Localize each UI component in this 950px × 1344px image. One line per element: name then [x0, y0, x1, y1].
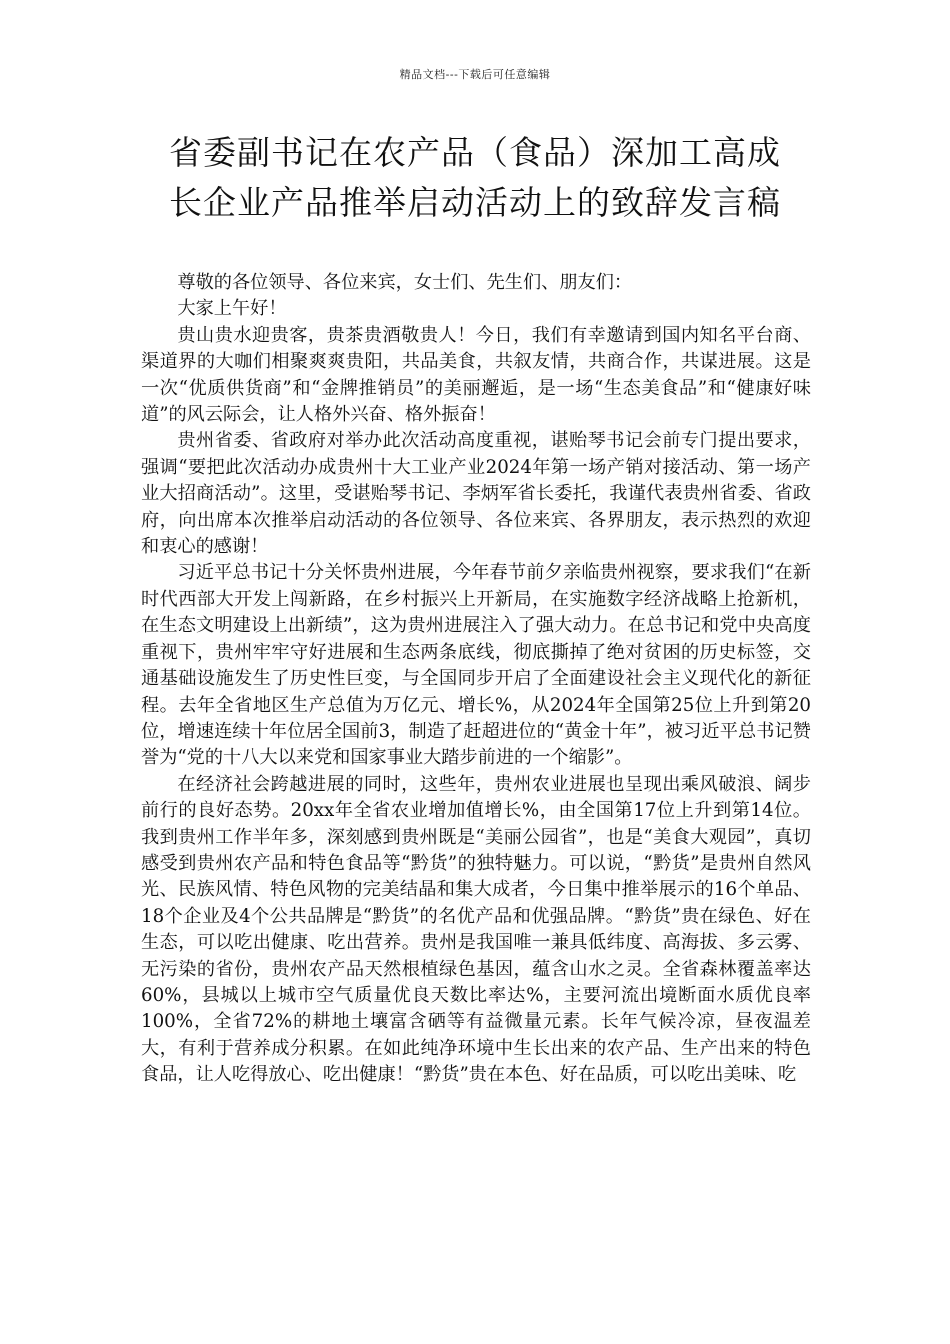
body-paragraph: 贵州省委、省政府对举办此次活动高度重视，谌贻琴书记会前专门提出要求，强调“要把此次活动办成贵州十大工业产业2024年第一场产销对接活动、第一场产业大招商活动”。这里，受谌贻琴书记、李炳军省长委托，我谨代表贵州省委、省政府，向出席本次推举启动活动的各位领导、各位来宾、各界朋友，表示热烈的欢迎和衷心的感谢！ — [141, 430, 811, 558]
greeting-paragraph: 大家上午好！ — [177, 298, 287, 320]
document-title-line-2: 长企业产品推举启动活动上的致辞发言稿 — [169, 183, 781, 222]
document-body — [141, 270, 811, 1089]
body-paragraph: 在经济社会跨越进展的同时，这些年，贵州农业进展也呈现出乘风破浪、阔步前行的良好态势。20xx年全省农业增加值增长%，由全国第17位上升到第14位。我到贵州工作半年多，深刻感到贵州既是“美丽公园省”，也是“美食大观园”，真切感受到贵州农产品和特色食品等“黔货”的独特魅力。可以说，“黔货”是贵州自然风光、民族风情、特色风物的完美结晶和集大成者，今日集中推举展示的16个单品、18个企业及4个公共品牌是“黔货”的名优产品和优强品牌。“黔货”贵在绿色、好在生态，可以吃出健康、吃出营养。贵州是我国唯一兼具低纬度、高海拔、多云雾、无污染的省份，贵州农产品天然根植绿色基因，蕴含山水之灵。全省森林覆盖率达60%，县城以上城市空气质量优良天数比率达%，主要河流出境断面水质优良率100%，全省72%的耕地土壤富含硒等有益微量元素。长年气候冷凉，昼夜温差大，有利于营养成分积累。在如此纯净环境中生长出来的农产品、生产出来的特色食品，让人吃得放心、吃出健康！“黔货”贵在本色、好在品质，可以吃出美味、吃 — [141, 773, 811, 1086]
salutation-paragraph: 尊敬的各位领导、各位来宾，女士们、先生们、朋友们： — [177, 272, 633, 293]
document-title — [120, 128, 830, 228]
page-header-note: 精品文档---下载后可任意编辑 — [399, 68, 551, 81]
body-paragraph: 贵山贵水迎贵客，贵茶贵酒敬贵人！今日，我们有幸邀请到国内知名平台商、渠道界的大咖们相聚爽爽贵阳，共品美食，共叙友情，共商合作，共谋进展。这是一次“优质供货商”和“金牌推销员”的美丽邂逅，是一场“生态美食品”和“健康好味道”的风云际会，让人格外兴奋、格外振奋！ — [141, 324, 811, 426]
body-paragraph: 习近平总书记十分关怀贵州进展，今年春节前夕亲临贵州视察，要求我们“在新时代西部大开发上闯新路，在乡村振兴上开新局，在实施数字经济战略上抢新机，在生态文明建设上出新绩”，这为贵州进展注入了强大动力。在总书记和党中央高度重视下，贵州牢牢守好进展和生态两条底线，彻底撕掉了绝对贫困的历史标签，交通基础设施发生了历史性巨变，与全国同步开启了全面建设社会主义现代化的新征程。去年全省地区生产总值为万亿元、增长%，从2024年全国第25位上升到第20位，增速连续十年位居全国前3，制造了赶超进位的“黄金十年”，被习近平总书记赞誉为“党的十八大以来党和国家事业大踏步前进的一个缩影”。 — [141, 562, 811, 769]
document-title-line-1: 省委副书记在农产品（食品）深加工高成 — [169, 133, 781, 172]
